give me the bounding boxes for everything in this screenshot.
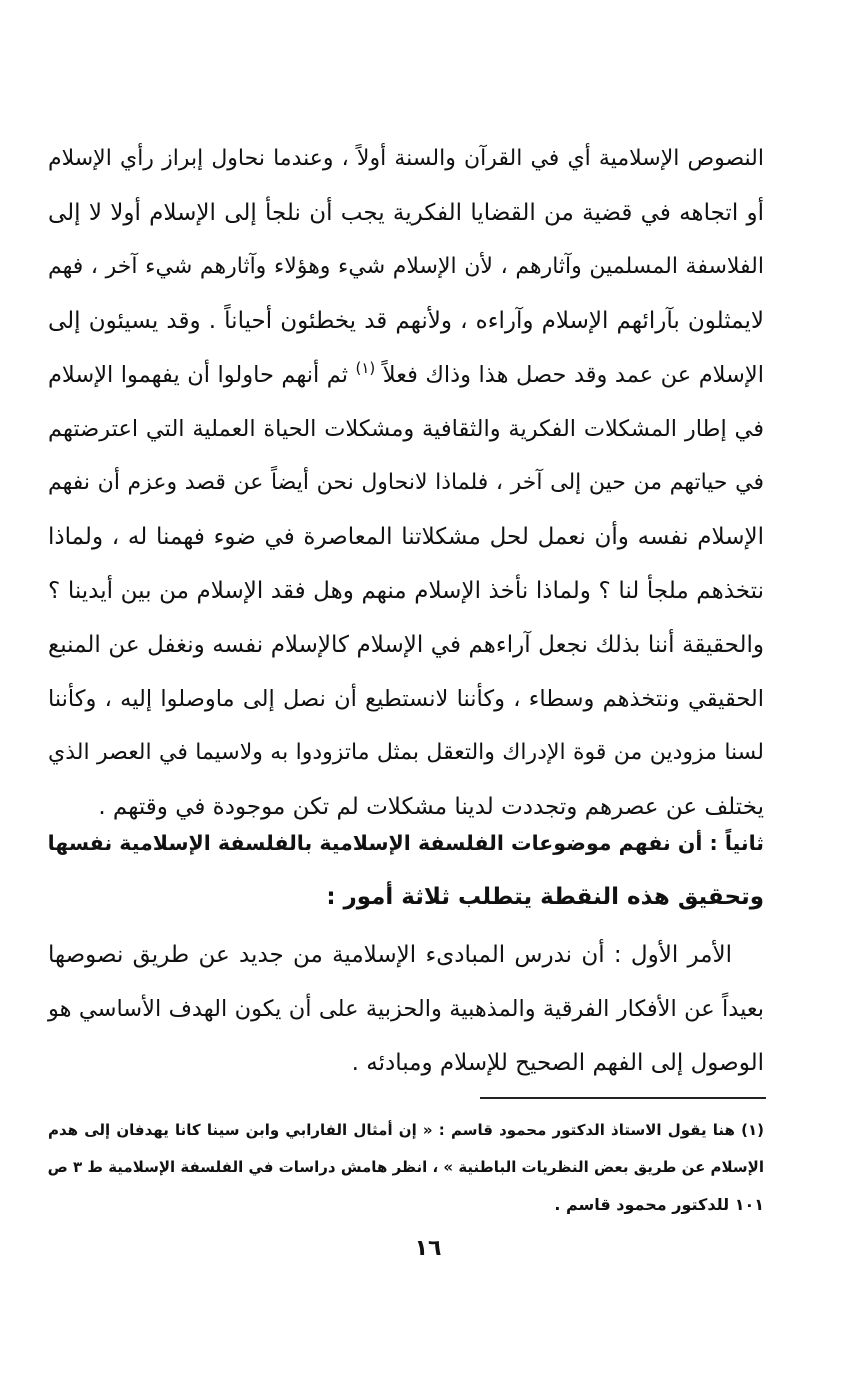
text-line: في إطار المشكلات الفكرية والثقافية ومشكلات الحياة العملية التي اعترضتهم: [48, 416, 764, 442]
heading-line: ثانياً : أن نفهم موضوعات الفلسفة الإسلامية بالفلسفة الإسلامية نفسها: [47, 831, 764, 855]
text-line: لايمثلون بآرائهم الإسلام وآراءه ، ولأنهم قد يخطئون أحياناً . وقد يسيئون إلى: [48, 308, 764, 334]
text-line: نتخذهم ملجأ لنا ؟ ولماذا نأخذ الإسلام منهم وهل فقد الإسلام من بين أيدينا ؟: [48, 578, 764, 604]
body-paragraph-2: [48, 928, 764, 1090]
text-segment: الإسلام عن عمد وقد حصل هذا وذاك فعلاً: [382, 362, 764, 388]
page-number: ١٦: [414, 1236, 442, 1261]
text-line: النصوص الإسلامية أي في القرآن والسنة أولاً ، وعندما نحاول إبراز رأي الإسلام: [48, 146, 764, 171]
text-line: والحقيقة أننا بذلك نجعل آراءهم في الإسلام كالإسلام نفسه ونغفل عن المنبع: [48, 632, 764, 658]
section-heading: [48, 816, 764, 924]
text-line: الوصول إلى الفهم الصحيح للإسلام ومبادئه .: [351, 1050, 764, 1076]
text-line: بعيداً عن الأفكار الفرقية والمذهبية والحزبية على أن يكون الهدف الأساسي هو: [48, 996, 764, 1022]
footnote-separator: [480, 1097, 766, 1099]
footnote-line: ١٠١ للدكتور محمود قاسم .: [554, 1195, 764, 1214]
text-line: الإسلام نفسه وأن نعمل لحل مشكلاتنا المعاصرة في ضوء فهمنا له ، ولماذا: [48, 524, 764, 550]
body-paragraph-1: [48, 132, 764, 834]
text-line: الفلاسفة المسلمين وآثارهم ، لأن الإسلام شيء وهؤلاء وآثارهم شيء آخر ، فهم: [48, 254, 764, 279]
footnotes: [48, 1112, 764, 1223]
text-line: يختلف عن عصرهم وتجددت لدينا مشكلات لم تكن موجودة في وقتهم .: [98, 794, 764, 820]
text-line: الحقيقي ونتخذهم وسطاء ، وكأننا لانستطيع أن نصل إلى ماوصلوا إليه ، وكأننا: [48, 686, 764, 712]
footnote-line: (١) هنا يقول الاستاذ الدكتور محمود قاسم : « إن أمثال الفارابي وابن سينا كانا يهدفان إلى هدم: [48, 1121, 764, 1139]
text-segment: ثم أنهم حاولوا أن يفهموا الإسلام: [48, 362, 348, 388]
heading-line: وتحقيق هذه النقطة يتطلب ثلاثة أمور :: [326, 884, 764, 910]
text-line: في حياتهم من حين إلى آخر ، فلماذا لانحاول نحن أيضاً عن قصد وعزم أن نفهم: [48, 470, 764, 495]
text-line: لسنا مزودين من قوة الإدراك والتعقل بمثل ماتزودوا به ولاسيما في العصر الذي: [48, 740, 764, 765]
text-line: الأمر الأول : أن ندرس المبادىء الإسلامية من جديد عن طريق نصوصها: [48, 942, 732, 968]
footnote-reference: (١): [355, 359, 376, 377]
text-line: أو اتجاهه في قضية من القضايا الفكرية يجب أن نلجأ إلى الإسلام أولا لا إلى: [48, 200, 764, 226]
text-line-with-footnote-ref: [48, 348, 764, 402]
footnote-line: الإسلام عن طريق بعض النظريات الباطنية » ، انظر هامش دراسات في الفلسفة الإسلامية ط ٣ ص: [47, 1158, 764, 1176]
